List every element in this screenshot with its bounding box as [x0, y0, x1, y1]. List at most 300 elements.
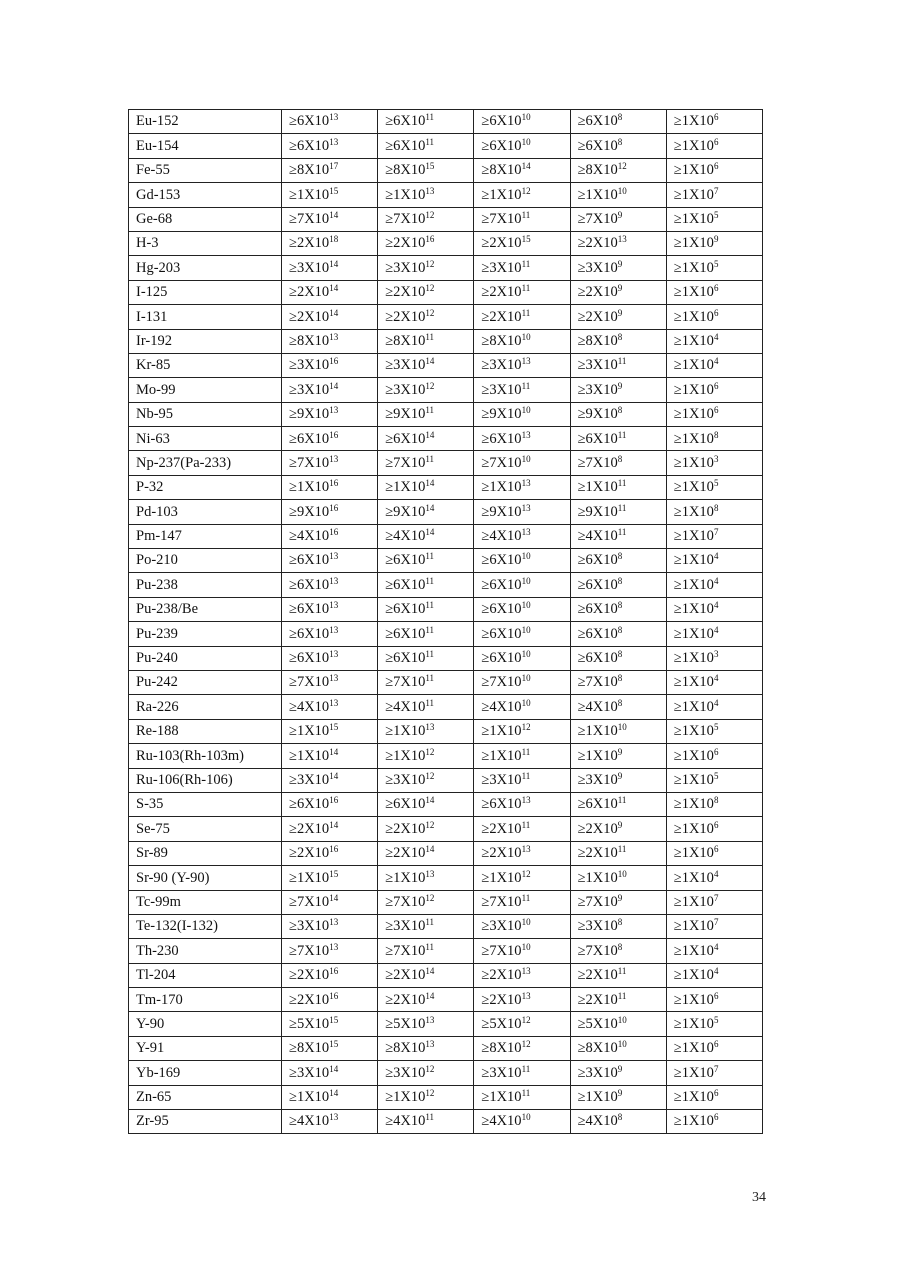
mantissa: ≥1X10: [673, 1064, 714, 1081]
table-row: [129, 305, 763, 329]
exponent: 13: [521, 356, 531, 367]
exponent: 14: [329, 892, 339, 903]
exponent: 9: [713, 234, 719, 245]
exponent: 10: [521, 575, 531, 586]
activity-cell: [378, 207, 474, 231]
mantissa: ≥8X10: [385, 332, 426, 349]
table-row: [129, 597, 763, 621]
nuclide-cell: Y-90: [129, 1012, 282, 1036]
activity-cell: [570, 792, 666, 816]
exponent: 12: [425, 1088, 435, 1099]
nuclide-cell: Po-210: [129, 549, 282, 573]
exponent: 13: [329, 649, 339, 660]
exponent: 13: [329, 600, 339, 611]
mantissa: ≥9X10: [289, 503, 330, 520]
exponent: 11: [617, 527, 627, 538]
mantissa: ≥3X10: [289, 381, 330, 398]
table-row: [129, 110, 763, 134]
activity-cell: [570, 622, 666, 646]
mantissa: ≥6X10: [481, 430, 522, 447]
activity-cell: [666, 622, 762, 646]
activity-cell: [282, 1085, 378, 1109]
exponent: 13: [521, 966, 531, 977]
mantissa: ≥3X10: [289, 771, 330, 788]
activity-cell: [378, 183, 474, 207]
mantissa: ≥1X10: [673, 137, 714, 154]
activity-cell: [666, 451, 762, 475]
activity-cell: [378, 158, 474, 182]
activity-cell: [378, 939, 474, 963]
mantissa: ≥1X10: [673, 942, 714, 959]
activity-cell: [282, 378, 378, 402]
table-row: [129, 475, 763, 499]
mantissa: ≥1X10: [289, 479, 330, 496]
activity-cell: [474, 622, 570, 646]
mantissa: ≥1X10: [577, 1089, 618, 1106]
exponent: 11: [521, 1088, 531, 1099]
nuclide-cell: Pu-238: [129, 573, 282, 597]
mantissa: ≥3X10: [577, 918, 618, 935]
exponent: 12: [425, 892, 435, 903]
exponent: 4: [713, 600, 719, 611]
nuclide-cell: Ra-226: [129, 695, 282, 719]
mantissa: ≥1X10: [481, 479, 522, 496]
activity-cell: [474, 573, 570, 597]
activity-cell: [474, 1110, 570, 1134]
activity-cell: [570, 744, 666, 768]
exponent: 11: [425, 624, 435, 635]
exponent: 13: [521, 429, 531, 440]
activity-cell: [570, 670, 666, 694]
activity-cell: [474, 963, 570, 987]
activity-cell: [666, 573, 762, 597]
activity-cell: [666, 939, 762, 963]
mantissa: ≥1X10: [481, 723, 522, 740]
mantissa: ≥4X10: [289, 528, 330, 545]
activity-cell: [666, 914, 762, 938]
mantissa: ≥2X10: [289, 991, 330, 1008]
activity-cell: [378, 500, 474, 524]
activity-cell: [570, 646, 666, 670]
table-row: [129, 1061, 763, 1085]
mantissa: ≥9X10: [481, 503, 522, 520]
activity-cell: [474, 866, 570, 890]
exponent: 11: [521, 1063, 531, 1074]
activity-cell: [666, 207, 762, 231]
exponent: 9: [617, 746, 623, 757]
activity-cell: [474, 451, 570, 475]
exponent: 8: [617, 136, 623, 147]
exponent: 4: [713, 575, 719, 586]
mantissa: ≥1X10: [289, 186, 330, 203]
exponent: 13: [425, 722, 435, 733]
activity-cell: [666, 792, 762, 816]
table-row: [129, 402, 763, 426]
mantissa: ≥4X10: [481, 698, 522, 715]
activity-cell: [666, 817, 762, 841]
exponent: 10: [521, 551, 531, 562]
exponent: 3: [713, 649, 719, 660]
mantissa: ≥8X10: [481, 162, 522, 179]
activity-cell: [378, 646, 474, 670]
mantissa: ≥8X10: [385, 162, 426, 179]
exponent: 11: [521, 746, 531, 757]
activity-cell: [378, 427, 474, 451]
nuclide-cell: Sr-90 (Y-90): [129, 866, 282, 890]
activity-cell: [282, 549, 378, 573]
exponent: 11: [521, 258, 531, 269]
mantissa: ≥1X10: [673, 332, 714, 349]
exponent: 4: [713, 624, 719, 635]
activity-cell: [666, 719, 762, 743]
activity-cell: [378, 719, 474, 743]
activity-cell: [666, 402, 762, 426]
exponent: 8: [713, 429, 719, 440]
activity-cell: [570, 524, 666, 548]
exponent: 12: [425, 1063, 435, 1074]
mantissa: ≥6X10: [577, 625, 618, 642]
mantissa: ≥2X10: [289, 967, 330, 984]
exponent: 9: [617, 307, 623, 318]
table-row: [129, 841, 763, 865]
mantissa: ≥6X10: [481, 137, 522, 154]
mantissa: ≥4X10: [385, 698, 426, 715]
mantissa: ≥1X10: [385, 869, 426, 886]
mantissa: ≥1X10: [289, 723, 330, 740]
mantissa: ≥7X10: [577, 211, 618, 227]
mantissa: ≥1X10: [673, 747, 714, 764]
exponent: 15: [521, 234, 531, 245]
activity-cell: [378, 963, 474, 987]
activity-cell: [378, 1036, 474, 1060]
activity-cell: [474, 231, 570, 255]
exponent: 11: [521, 770, 531, 781]
activity-cell: [570, 207, 666, 231]
mantissa: ≥1X10: [673, 1113, 714, 1130]
exponent: 13: [329, 941, 339, 952]
activity-cell: [282, 451, 378, 475]
mantissa: ≥1X10: [577, 186, 618, 203]
exponent: 6: [713, 819, 719, 830]
mantissa: ≥8X10: [289, 1040, 330, 1057]
exponent: 13: [425, 868, 435, 879]
mantissa: ≥8X10: [577, 332, 618, 349]
exponent: 11: [617, 356, 627, 367]
mantissa: ≥8X10: [385, 1040, 426, 1057]
exponent: 11: [425, 673, 435, 684]
mantissa: ≥4X10: [577, 528, 618, 545]
nuclide-cell: Fe-55: [129, 158, 282, 182]
activity-cell: [282, 256, 378, 280]
activity-cell: [474, 207, 570, 231]
table-row: [129, 1012, 763, 1036]
exponent: 14: [425, 478, 435, 489]
mantissa: ≥1X10: [673, 576, 714, 593]
table-row: [129, 427, 763, 451]
exponent: 14: [425, 795, 435, 806]
activity-cell: [378, 280, 474, 304]
activity-cell: [282, 890, 378, 914]
exponent: 4: [713, 697, 719, 708]
activity-cell: [570, 329, 666, 353]
mantissa: ≥1X10: [673, 967, 714, 984]
activity-cell: [570, 451, 666, 475]
activity-cell: [474, 597, 570, 621]
activity-cell: [666, 695, 762, 719]
activity-cell: [378, 768, 474, 792]
exponent: 5: [713, 210, 719, 220]
activity-cell: [378, 1061, 474, 1085]
activity-cell: [666, 134, 762, 158]
table-row: [129, 646, 763, 670]
mantissa: ≥6X10: [481, 113, 522, 130]
nuclide-cell: Zr-95: [129, 1110, 282, 1134]
table-row: [129, 914, 763, 938]
mantissa: ≥3X10: [577, 259, 618, 276]
activity-cell: [282, 402, 378, 426]
activity-cell: [378, 134, 474, 158]
nuclide-cell: Mo-99: [129, 378, 282, 402]
exponent: 13: [521, 478, 531, 489]
activity-cell: [570, 402, 666, 426]
exponent: 11: [425, 917, 435, 928]
mantissa: ≥3X10: [385, 771, 426, 788]
activity-cell: [474, 695, 570, 719]
exponent: 12: [521, 1039, 531, 1050]
activity-cell: [474, 353, 570, 377]
mantissa: ≥1X10: [673, 991, 714, 1008]
activity-cell: [282, 744, 378, 768]
activity-cell: [570, 914, 666, 938]
exponent: 14: [425, 429, 435, 440]
mantissa: ≥4X10: [577, 698, 618, 715]
activity-cell: [282, 597, 378, 621]
mantissa: ≥6X10: [385, 601, 426, 618]
activity-cell: [474, 744, 570, 768]
mantissa: ≥7X10: [481, 674, 522, 691]
mantissa: ≥3X10: [577, 771, 618, 788]
mantissa: ≥2X10: [385, 308, 426, 325]
activity-cell: [378, 670, 474, 694]
exponent: 15: [425, 161, 435, 172]
exponent: 14: [521, 161, 531, 172]
activity-cell: [570, 256, 666, 280]
nuclide-cell: Y-91: [129, 1036, 282, 1060]
activity-cell: [282, 353, 378, 377]
exponent: 9: [617, 1088, 623, 1099]
activity-cell: [474, 183, 570, 207]
exponent: 6: [713, 746, 719, 757]
mantissa: ≥6X10: [289, 796, 330, 813]
exponent: 16: [329, 527, 339, 538]
activity-cell: [474, 402, 570, 426]
exponent: 12: [425, 307, 435, 318]
table-row: [129, 524, 763, 548]
mantissa: ≥3X10: [481, 357, 522, 374]
activity-cell: [570, 841, 666, 865]
nuclide-cell: Te-132(I-132): [129, 914, 282, 938]
mantissa: ≥1X10: [673, 259, 714, 276]
activity-cell: [378, 841, 474, 865]
activity-cell: [570, 939, 666, 963]
exponent: 14: [329, 380, 339, 391]
exponent: 10: [617, 1014, 627, 1025]
activity-cell: [666, 524, 762, 548]
activity-cell: [282, 500, 378, 524]
mantissa: ≥6X10: [577, 576, 618, 593]
exponent: 14: [329, 746, 339, 757]
activity-cell: [282, 695, 378, 719]
activity-cell: [282, 866, 378, 890]
exponent: 5: [713, 1014, 719, 1025]
mantissa: ≥4X10: [385, 1113, 426, 1130]
activity-cell: [474, 500, 570, 524]
mantissa: ≥6X10: [385, 552, 426, 569]
exponent: 4: [713, 356, 719, 367]
mantissa: ≥1X10: [481, 869, 522, 886]
activity-cell: [666, 1012, 762, 1036]
nuclide-cell: Ge-68: [129, 207, 282, 231]
table-row: [129, 866, 763, 890]
mantissa: ≥6X10: [481, 601, 522, 618]
exponent: 11: [521, 819, 531, 830]
activity-cell: [282, 231, 378, 255]
mantissa: ≥4X10: [385, 528, 426, 545]
activity-cell: [378, 451, 474, 475]
mantissa: ≥1X10: [673, 796, 714, 813]
activity-cell: [282, 841, 378, 865]
activity-cell: [570, 134, 666, 158]
mantissa: ≥3X10: [577, 1064, 618, 1081]
activity-cell: [282, 475, 378, 499]
exponent: 10: [617, 722, 627, 733]
exponent: 12: [425, 210, 435, 220]
exponent: 14: [425, 502, 435, 513]
activity-cell: [378, 914, 474, 938]
mantissa: ≥6X10: [289, 601, 330, 618]
mantissa: ≥2X10: [289, 820, 330, 837]
table-body: [129, 110, 763, 1134]
exponent: 8: [617, 405, 623, 416]
exponent: 9: [617, 770, 623, 781]
exponent: 6: [713, 1039, 719, 1050]
exponent: 6: [713, 1112, 719, 1123]
activity-cell: [378, 597, 474, 621]
activity-cell: [378, 1012, 474, 1036]
exponent: 10: [521, 112, 531, 123]
exponent: 11: [617, 844, 627, 855]
exponent: 7: [713, 1063, 719, 1074]
exponent: 14: [329, 770, 339, 781]
nuclide-cell: S-35: [129, 792, 282, 816]
nuclide-cell: Eu-154: [129, 134, 282, 158]
mantissa: ≥2X10: [385, 845, 426, 862]
mantissa: ≥7X10: [577, 942, 618, 959]
exponent: 6: [713, 405, 719, 416]
activity-cell: [666, 427, 762, 451]
nuclide-cell: I-125: [129, 280, 282, 304]
mantissa: ≥3X10: [481, 259, 522, 276]
exponent: 13: [329, 673, 339, 684]
nuclide-cell: Np-237(Pa-233): [129, 451, 282, 475]
exponent: 16: [329, 990, 339, 1001]
exponent: 13: [329, 624, 339, 635]
activity-cell: [570, 597, 666, 621]
mantissa: ≥2X10: [385, 967, 426, 984]
activity-cell: [666, 231, 762, 255]
activity-cell: [378, 231, 474, 255]
mantissa: ≥7X10: [481, 454, 522, 471]
exponent: 4: [713, 868, 719, 879]
exponent: 13: [329, 331, 339, 342]
activity-cell: [474, 110, 570, 134]
exponent: 12: [425, 819, 435, 830]
mantissa: ≥1X10: [385, 1089, 426, 1106]
activity-cell: [378, 549, 474, 573]
exponent: 12: [521, 1014, 531, 1025]
mantissa: ≥2X10: [385, 991, 426, 1008]
mantissa: ≥6X10: [385, 113, 426, 130]
activity-cell: [570, 1036, 666, 1060]
exponent: 10: [521, 941, 531, 952]
mantissa: ≥1X10: [673, 528, 714, 545]
mantissa: ≥1X10: [385, 723, 426, 740]
activity-cell: [282, 207, 378, 231]
mantissa: ≥8X10: [481, 1040, 522, 1057]
exponent: 11: [425, 453, 435, 464]
exponent: 10: [521, 1112, 531, 1123]
exponent: 6: [713, 380, 719, 391]
activity-cell: [666, 1085, 762, 1109]
exponent: 14: [329, 819, 339, 830]
mantissa: ≥1X10: [673, 479, 714, 496]
exponent: 10: [521, 136, 531, 147]
activity-cell: [474, 890, 570, 914]
mantissa: ≥2X10: [289, 284, 330, 301]
mantissa: ≥1X10: [673, 1089, 714, 1106]
exponent: 16: [329, 795, 339, 806]
activity-cell: [378, 1085, 474, 1109]
nuclide-cell: Zn-65: [129, 1085, 282, 1109]
table-row: [129, 1085, 763, 1109]
nuclide-cell: Tl-204: [129, 963, 282, 987]
mantissa: ≥3X10: [289, 1064, 330, 1081]
mantissa: ≥1X10: [673, 113, 714, 130]
exponent: 13: [329, 575, 339, 586]
exponent: 8: [617, 917, 623, 928]
exponent: 6: [713, 283, 719, 294]
mantissa: ≥7X10: [577, 893, 618, 910]
activity-cell: [666, 597, 762, 621]
exponent: 11: [425, 941, 435, 952]
activity-cell: [378, 890, 474, 914]
activity-cell: [474, 427, 570, 451]
table-row: [129, 573, 763, 597]
exponent: 10: [521, 453, 531, 464]
nuclide-cell: H-3: [129, 231, 282, 255]
mantissa: ≥2X10: [577, 845, 618, 862]
mantissa: ≥7X10: [289, 454, 330, 471]
activity-cell: [570, 1012, 666, 1036]
mantissa: ≥8X10: [289, 332, 330, 349]
mantissa: ≥4X10: [577, 1113, 618, 1130]
activity-cell: [282, 646, 378, 670]
exponent: 11: [425, 405, 435, 416]
exponent: 9: [617, 258, 623, 269]
mantissa: ≥1X10: [289, 747, 330, 764]
activity-cell: [378, 353, 474, 377]
mantissa: ≥6X10: [577, 650, 618, 667]
